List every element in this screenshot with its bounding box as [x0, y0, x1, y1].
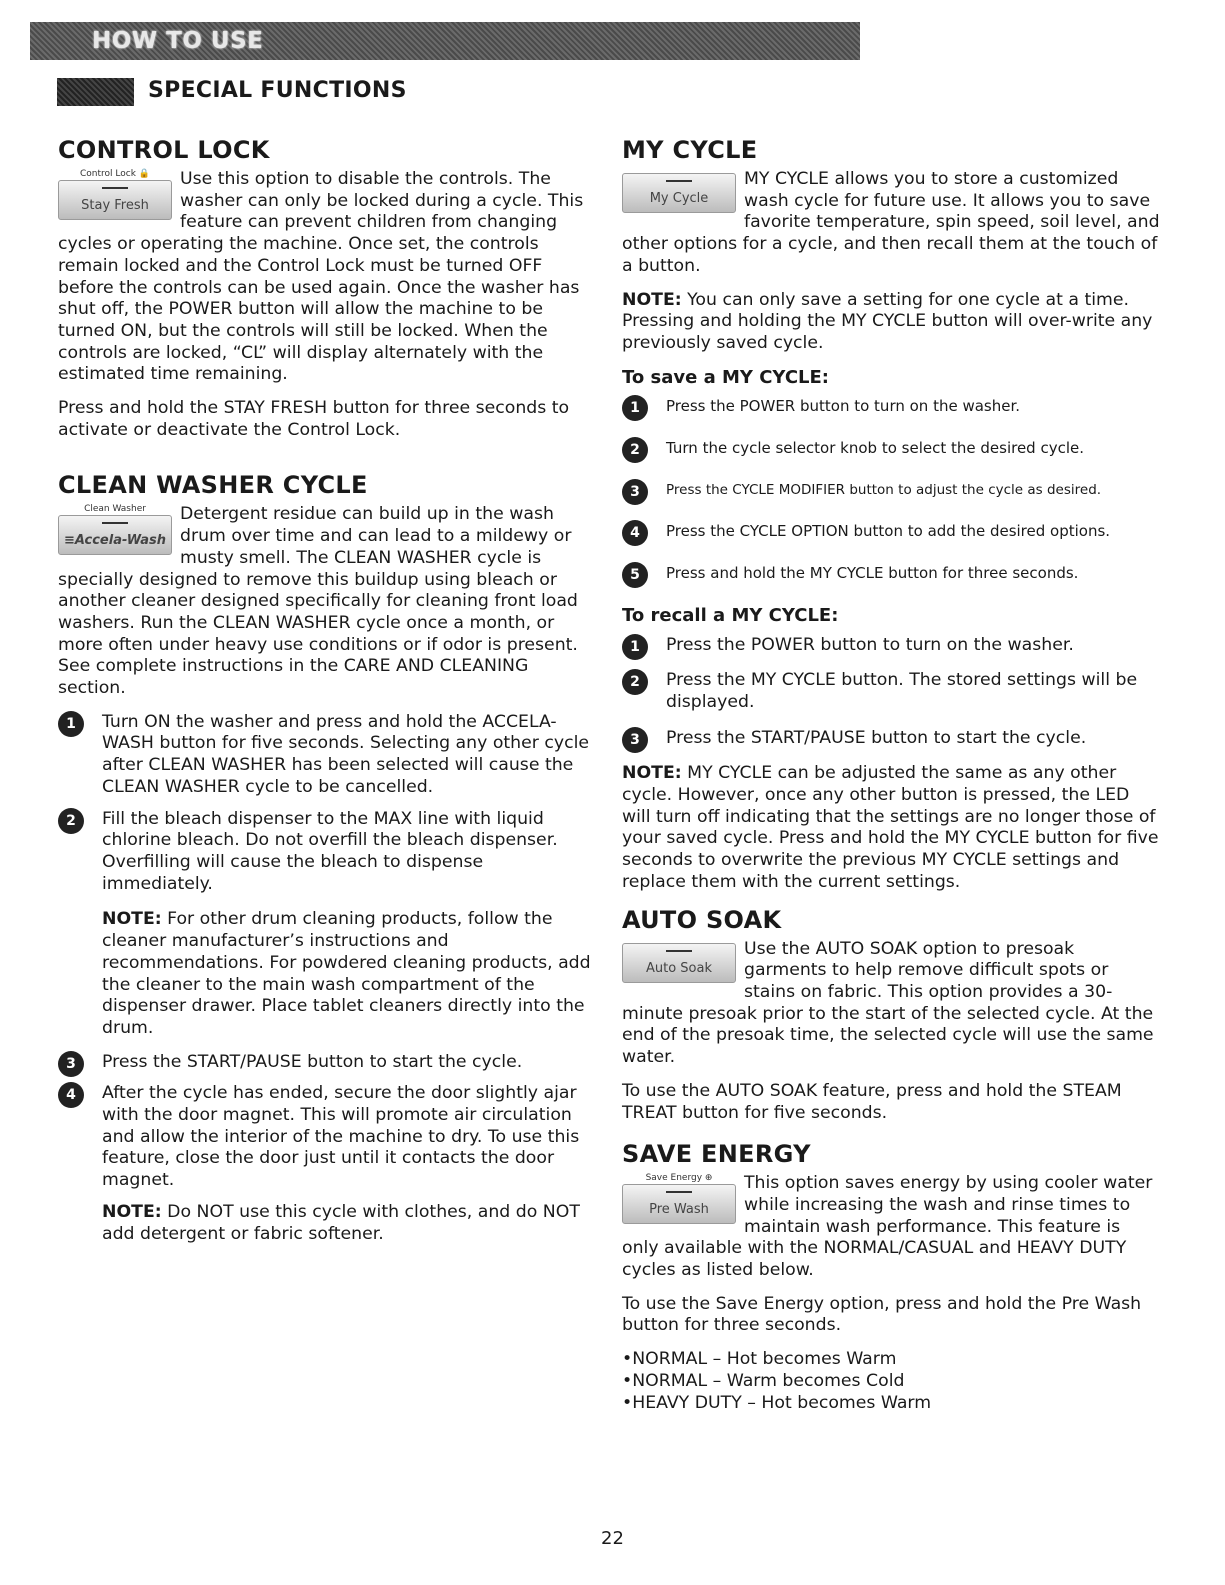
save-energy-intro: [622, 1173, 1162, 1282]
list-item: •NORMAL – Warm becomes Cold: [622, 1370, 905, 1391]
step-number-icon: 3: [622, 727, 648, 753]
pre-wash-label: Pre Wash: [649, 1202, 709, 1218]
list-item: 4 Press the CYCLE OPTION button to add the desired options.: [622, 521, 1162, 543]
save-energy-instruction: To use the Save Energy option, press and hold the Pre Wash button for three seconds.: [622, 1293, 1142, 1336]
auto-soak-text: Use the AUTO SOAK option to presoak garments to help remove difficult spots or stains on fabric. This option provides a 30-minute presoak prior to the start of the selected cycle. At the end of the presoak time, the selected cycle will use the same water.: [622, 938, 1154, 1068]
list-item: 5 Press and hold the MY CYCLE button for three seconds.: [622, 563, 1162, 585]
clean-washer-note-2: NOTE: Do NOT use this cycle with clothes, and do NOT add detergent or fabric softener.: [102, 1201, 580, 1244]
list-item: 1 Turn ON the washer and press and hold the ACCELA-WASH button for five seconds. Selecting any other cycle after CLEAN WASHER has been selected will cause the CLEAN WASHER cycle to be cancelled.: [58, 712, 598, 799]
save-my-cycle-heading: To save a MY CYCLE:: [622, 366, 829, 388]
stay-fresh-label: Stay Fresh: [81, 198, 149, 213]
list-item: 3 Press the START/PAUSE button to start the cycle.: [622, 728, 1162, 750]
auto-soak-label: Auto Soak: [645, 960, 712, 976]
step-number-icon: 2: [58, 808, 84, 834]
control-lock-heading: CONTROL LOCK: [58, 136, 270, 164]
recall-my-cycle-heading: To recall a MY CYCLE:: [622, 604, 839, 626]
auto-soak-heading: AUTO SOAK: [622, 905, 782, 934]
control-lock-instruction: Press and hold the STAY FRESH button for three seconds to activate or deactivate the Control Lock.: [58, 398, 570, 440]
step-number-icon: 3: [58, 1051, 84, 1077]
my-cycle-label: My Cycle: [649, 191, 709, 206]
control-lock-caption: Control Lock 🔒: [80, 169, 150, 179]
step-number-icon: 1: [622, 395, 648, 421]
auto-soak-intro: [622, 939, 1162, 1069]
my-cycle-note-1: NOTE: You can only save a setting for one cycle at a time. Pressing and holding the MY CYCLE button will over-write any previously saved cycle.: [622, 289, 1153, 353]
page-number: 22: [601, 1528, 624, 1549]
auto-soak-button-illustration: [622, 939, 736, 983]
list-item: 2 Turn the cycle selector knob to select the desired cycle.: [622, 438, 1162, 460]
save-my-cycle-steps: [622, 396, 1162, 585]
my-cycle-button-illustration: [622, 169, 736, 213]
clean-washer-steps-2: [58, 1052, 598, 1192]
list-item: 4 After the cycle has ended, secure the door slightly ajar with the door magnet. This will promote air circulation and allow the interior of the machine to dry. To use this feature, close the door just until it contacts the door magnet.: [58, 1083, 598, 1192]
list-item: •HEAVY DUTY – Hot becomes Warm: [622, 1392, 932, 1413]
my-cycle-note-2: NOTE: MY CYCLE can be adjusted the same as any other cycle. However, once any other button is pressed, the LED will turn off indicating that the settings are no longer those of your saved cycle. Press and hold the MY CYCLE button for five seconds to overwrite the previous MY CYCLE settings and replace them with the current settings.: [622, 763, 1159, 892]
clean-washer-caption: Clean Washer: [84, 504, 146, 515]
banner-title: HOW TO USE: [92, 28, 264, 54]
section-banner: [30, 22, 860, 60]
list-item: 1 Press the POWER button to turn on the washer.: [622, 635, 1162, 657]
section-marker: [57, 78, 134, 106]
list-item: 3 Press the START/PAUSE button to start the cycle.: [58, 1052, 598, 1074]
list-item: 2 Press the MY CYCLE button. The stored settings will be displayed.: [622, 670, 1162, 713]
step-number-icon: 2: [622, 437, 648, 463]
clean-washer-steps: [58, 712, 598, 896]
list-item: 1 Press the POWER button to turn on the washer.: [622, 396, 1162, 418]
section-title: SPECIAL FUNCTIONS: [148, 78, 407, 103]
step-number-icon: 4: [58, 1082, 84, 1108]
list-item: 3 Press the CYCLE MODIFIER button to adjust the cycle as desired.: [622, 480, 1162, 502]
save-energy-heading: SAVE ENERGY: [622, 1140, 811, 1169]
auto-soak-instruction: To use the AUTO SOAK feature, press and hold the STEAM TREAT button for five seconds.: [622, 1080, 1122, 1123]
pre-wash-button-illustration: [622, 1173, 736, 1224]
save-energy-text: This option saves energy by using cooler water while increasing the wash and rinse times to maintain wash performance. This feature is only available with the NORMAL/CASUAL and HEAVY DUTY cycles as listed below.: [622, 1173, 1153, 1281]
list-item: 2 Fill the bleach dispenser to the MAX line with liquid chlorine bleach. Do not overfill the bleach dispenser. Overfilling will cause the bleach to dispense immediately.: [58, 809, 598, 896]
recall-my-cycle-steps: [622, 635, 1162, 750]
stay-fresh-button-illustration: [58, 169, 172, 220]
clean-washer-text: Detergent residue can build up in the wash drum over time and can lead to a mildewy or musty smell. The CLEAN WASHER cycle is specially designed to remove this buildup using bleach or another cleaner designed specifically for cleaning front load washers. Run the CLEAN WASHER cycle once a month, or more often under heavy use conditions or if odor is present. See complete instructions in the CARE AND CLEANING section.: [58, 504, 578, 699]
step-number-icon: 5: [622, 562, 648, 588]
step-number-icon: 2: [622, 669, 648, 695]
clean-washer-heading: CLEAN WASHER CYCLE: [58, 471, 368, 500]
clean-washer-intro: [58, 504, 598, 699]
left-column: [58, 136, 598, 1257]
save-energy-list: [622, 1349, 1162, 1414]
right-column: [622, 136, 1162, 1414]
my-cycle-heading: MY CYCLE: [622, 136, 758, 164]
my-cycle-intro: [622, 169, 1162, 278]
step-number-icon: 1: [58, 711, 84, 737]
my-cycle-text: MY CYCLE allows you to store a customized wash cycle for future use. It allows you to save favorite temperature, spin speed, soil level, and other options for a cycle, and then recall them at the touch of a button.: [622, 169, 1160, 276]
list-item: •NORMAL – Hot becomes Warm: [622, 1349, 897, 1370]
step-number-icon: 3: [622, 479, 648, 505]
step-number-icon: 1: [622, 634, 648, 660]
accela-wash-button-illustration: [58, 504, 172, 555]
step-number-icon: 4: [622, 520, 648, 546]
clean-washer-note-1: NOTE: For other drum cleaning products, follow the cleaner manufacturer’s instructions and recommendations. For powdered cleaning products, add the cleaner to the main wash compartment of the dispenser drawer. Place tablet cleaners directly into the drum.: [102, 909, 591, 1038]
control-lock-intro: [58, 169, 598, 386]
accela-wash-label: ≡Accela-Wash: [63, 533, 167, 549]
save-energy-caption: Save Energy ⊕: [645, 1173, 713, 1184]
control-lock-text: Use this option to disable the controls. The washer can only be locked during a cycle. This feature can prevent children from changing cycles or operating the machine. Once set, the controls remain locked and the Control Lock must be turned OFF before the controls can be used again. Once the washer has shut off, the POWER button will allow the machine to be turned ON, but the controls will still be locked. When the controls are locked, “CL” will display alternately with the estimated time remaining.: [58, 169, 584, 385]
